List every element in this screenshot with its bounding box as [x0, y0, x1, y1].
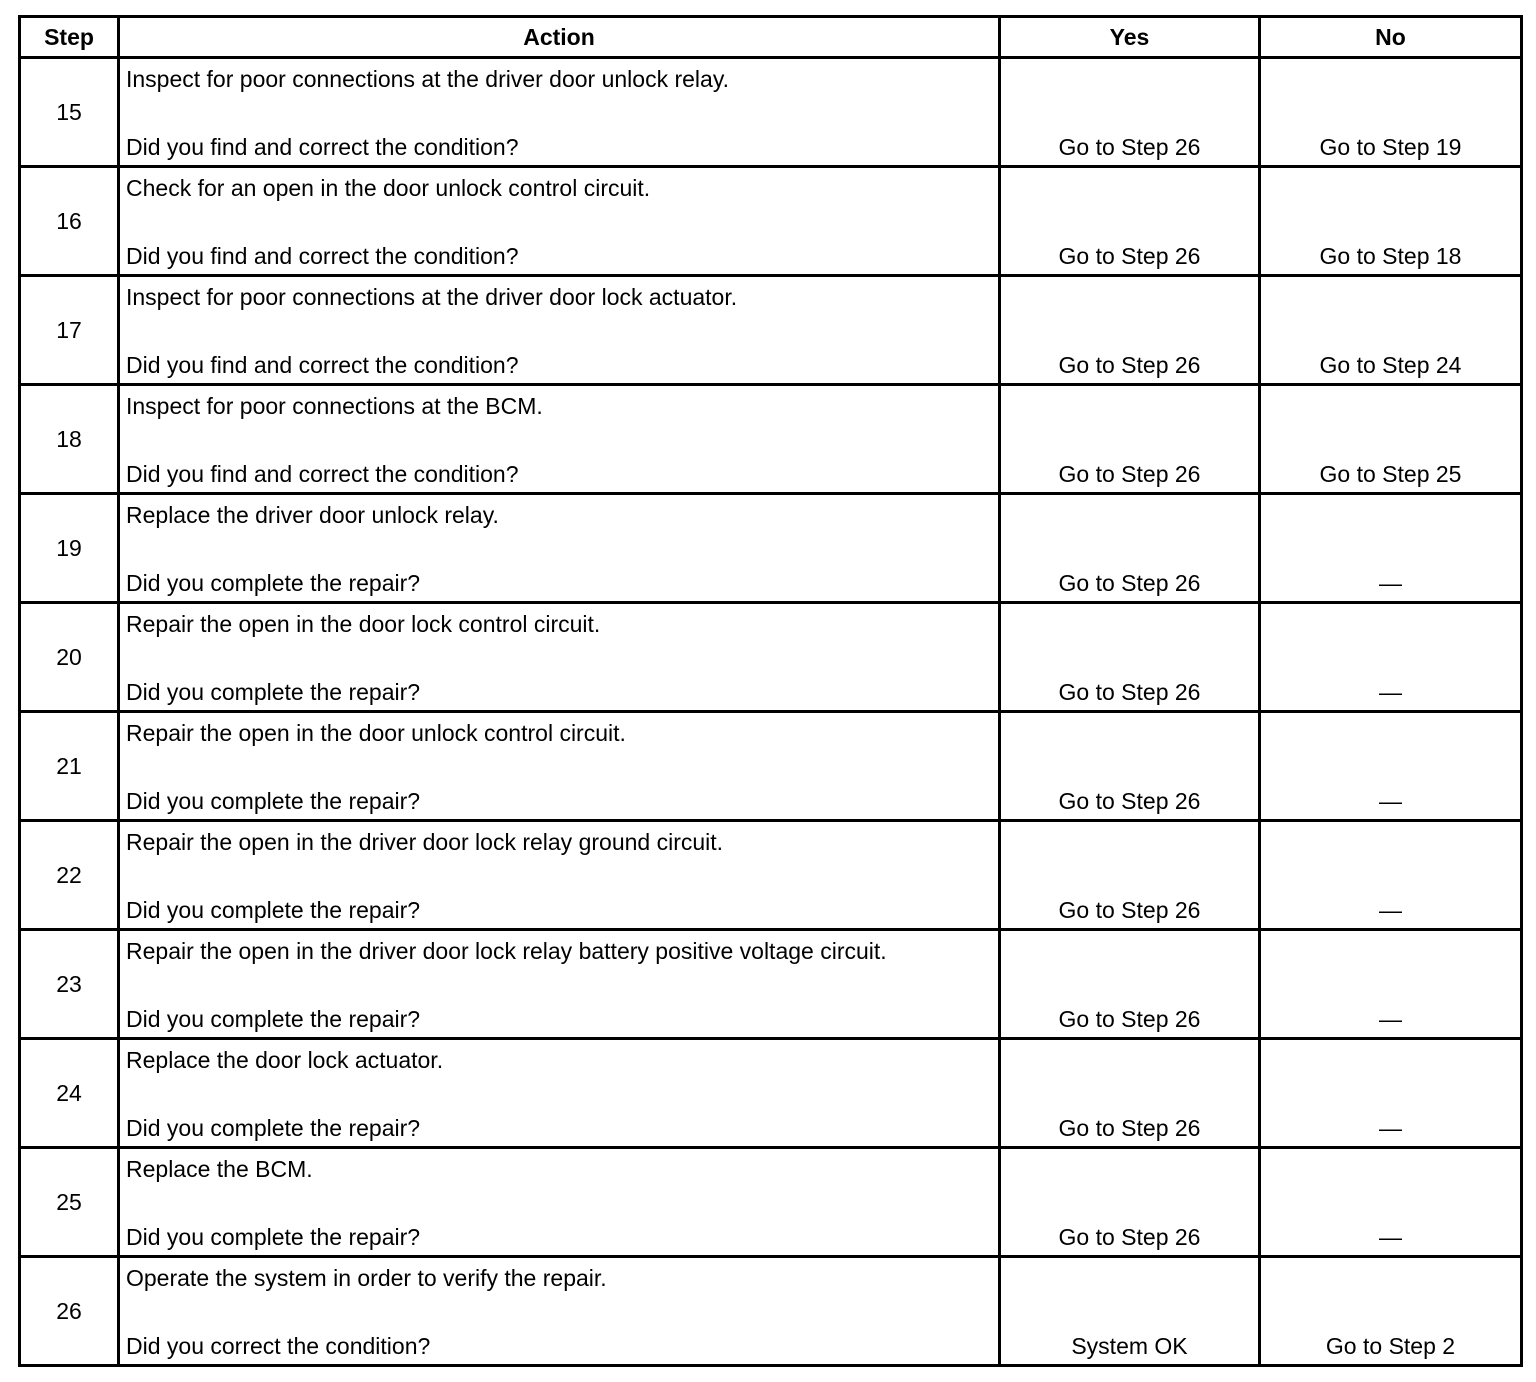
no-result: — [1379, 788, 1402, 814]
yes-result: Go to Step 26 [1058, 1115, 1201, 1141]
action-instruction: Operate the system in order to verify the repair. [126, 1265, 607, 1291]
step-number: 18 [20, 385, 119, 494]
step-number: 21 [20, 712, 119, 821]
yes-cell [1000, 58, 1260, 167]
table-row [20, 1257, 1522, 1366]
step-number: 26 [20, 1257, 119, 1366]
action-question: Did you find and correct the condition? [126, 134, 519, 160]
header-action: Action [119, 17, 1000, 58]
header-step: Step [20, 17, 119, 58]
action-instruction: Inspect for poor connections at the driver door unlock relay. [126, 66, 730, 92]
yes-cell [1000, 1148, 1260, 1257]
no-result: Go to Step 24 [1319, 352, 1462, 378]
yes-result: Go to Step 26 [1058, 461, 1201, 487]
yes-cell [1000, 1039, 1260, 1148]
no-cell [1260, 1257, 1522, 1366]
table-row [20, 276, 1522, 385]
action-instruction: Check for an open in the door unlock control circuit. [126, 175, 651, 201]
yes-cell [1000, 712, 1260, 821]
yes-result: Go to Step 26 [1058, 243, 1201, 269]
action-cell [119, 494, 1000, 603]
action-cell [119, 276, 1000, 385]
no-cell [1260, 494, 1522, 603]
action-cell [119, 712, 1000, 821]
step-number: 17 [20, 276, 119, 385]
table-row [20, 494, 1522, 603]
no-cell [1260, 603, 1522, 712]
no-result: — [1379, 1115, 1402, 1141]
action-cell [119, 930, 1000, 1039]
no-cell [1260, 58, 1522, 167]
no-cell [1260, 712, 1522, 821]
table-row [20, 58, 1522, 167]
action-question: Did you complete the repair? [126, 897, 421, 923]
action-question: Did you complete the repair? [126, 679, 421, 705]
no-result: — [1379, 570, 1402, 596]
action-cell [119, 1257, 1000, 1366]
step-number: 16 [20, 167, 119, 276]
table-row [20, 1039, 1522, 1148]
action-question: Did you complete the repair? [126, 570, 421, 596]
step-number: 20 [20, 603, 119, 712]
action-instruction: Replace the driver door unlock relay. [126, 502, 499, 528]
action-question: Did you complete the repair? [126, 1006, 421, 1032]
yes-result: Go to Step 26 [1058, 679, 1201, 705]
no-cell [1260, 167, 1522, 276]
action-question: Did you find and correct the condition? [126, 352, 519, 378]
step-number: 25 [20, 1148, 119, 1257]
yes-result: Go to Step 26 [1058, 570, 1201, 596]
action-cell [119, 1148, 1000, 1257]
yes-result: Go to Step 26 [1058, 134, 1201, 160]
action-instruction: Repair the open in the door unlock control circuit. [126, 720, 626, 746]
yes-cell [1000, 930, 1260, 1039]
no-cell [1260, 821, 1522, 930]
no-cell [1260, 385, 1522, 494]
action-instruction: Repair the open in the door lock control circuit. [126, 611, 601, 637]
no-cell [1260, 1039, 1522, 1148]
step-number: 15 [20, 58, 119, 167]
action-instruction: Repair the open in the driver door lock relay battery positive voltage circuit. [126, 938, 887, 964]
no-result: Go to Step 2 [1325, 1333, 1456, 1359]
action-instruction: Replace the door lock actuator. [126, 1047, 444, 1073]
step-number: 24 [20, 1039, 119, 1148]
no-result: Go to Step 19 [1319, 134, 1462, 160]
action-question: Did you find and correct the condition? [126, 243, 519, 269]
action-instruction: Replace the BCM. [126, 1156, 313, 1182]
yes-cell [1000, 276, 1260, 385]
action-question: Did you complete the repair? [126, 1115, 421, 1141]
header-row [20, 17, 1522, 58]
yes-result: Go to Step 26 [1058, 897, 1201, 923]
step-number: 19 [20, 494, 119, 603]
action-cell [119, 167, 1000, 276]
no-cell [1260, 276, 1522, 385]
action-cell [119, 58, 1000, 167]
action-instruction: Repair the open in the driver door lock relay ground circuit. [126, 829, 724, 855]
yes-cell [1000, 1257, 1260, 1366]
action-question: Did you complete the repair? [126, 1224, 421, 1250]
header-yes: Yes [1000, 17, 1260, 58]
no-cell [1260, 1148, 1522, 1257]
action-cell [119, 603, 1000, 712]
no-result: — [1379, 1224, 1402, 1250]
yes-result: Go to Step 26 [1058, 1224, 1201, 1250]
table-row [20, 821, 1522, 930]
table-row [20, 1148, 1522, 1257]
step-number: 22 [20, 821, 119, 930]
yes-cell [1000, 821, 1260, 930]
action-cell [119, 1039, 1000, 1148]
yes-result: Go to Step 26 [1058, 352, 1201, 378]
table-row [20, 385, 1522, 494]
action-question: Did you correct the condition? [126, 1333, 431, 1359]
action-cell [119, 821, 1000, 930]
action-cell [119, 385, 1000, 494]
yes-result: Go to Step 26 [1058, 1006, 1201, 1032]
no-result: Go to Step 18 [1319, 243, 1462, 269]
diagnostic-table [18, 15, 1523, 1367]
no-result: — [1379, 679, 1402, 705]
step-number: 23 [20, 930, 119, 1039]
no-cell [1260, 930, 1522, 1039]
table-row [20, 930, 1522, 1039]
yes-cell [1000, 603, 1260, 712]
yes-result: Go to Step 26 [1058, 788, 1201, 814]
action-question: Did you find and correct the condition? [126, 461, 519, 487]
table-row [20, 167, 1522, 276]
no-result: — [1379, 1006, 1402, 1032]
action-instruction: Inspect for poor connections at the driver door lock actuator. [126, 284, 738, 310]
header-no: No [1260, 17, 1522, 58]
table-row [20, 603, 1522, 712]
yes-result: System OK [1071, 1333, 1188, 1359]
no-result: — [1379, 897, 1402, 923]
yes-cell [1000, 167, 1260, 276]
action-instruction: Inspect for poor connections at the BCM. [126, 393, 543, 419]
action-question: Did you complete the repair? [126, 788, 421, 814]
yes-cell [1000, 385, 1260, 494]
no-result: Go to Step 25 [1319, 461, 1462, 487]
yes-cell [1000, 494, 1260, 603]
table-row [20, 712, 1522, 821]
